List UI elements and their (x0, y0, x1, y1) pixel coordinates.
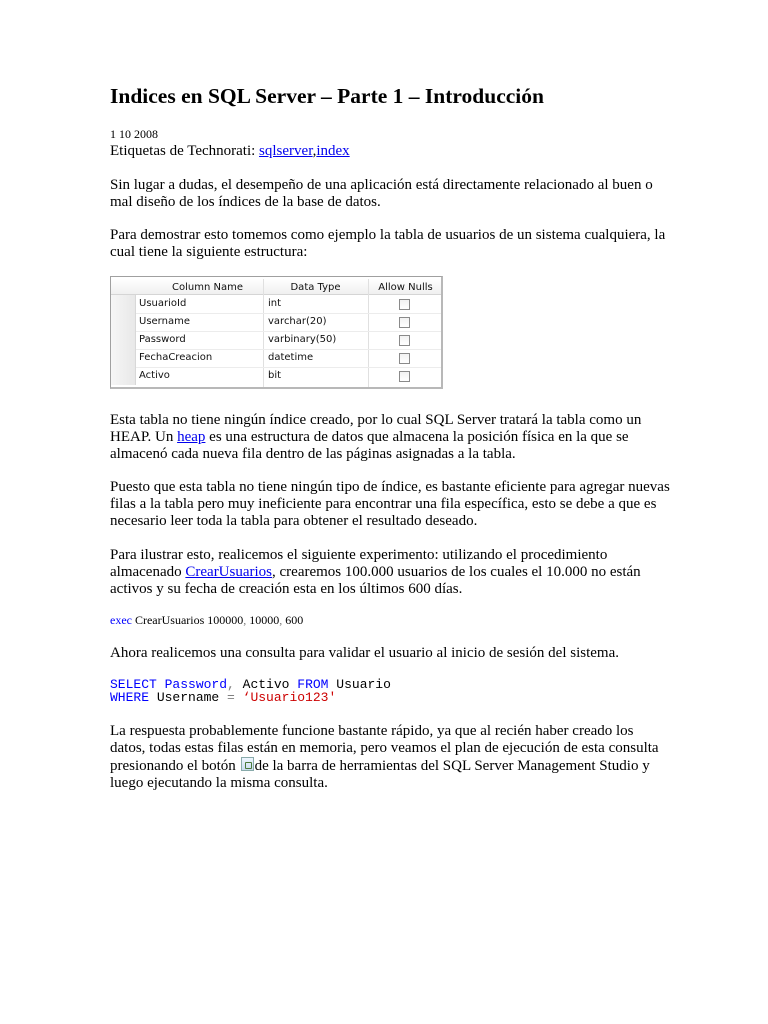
code-activo-column: Activo (234, 677, 298, 692)
tag-link-sqlserver[interactable]: sqlserver (259, 143, 313, 159)
row-selector (111, 331, 136, 349)
exec-arg2: 10000 (246, 613, 280, 627)
experiment-text-a: Para ilustrar esto, realicemos el siguiente experimento: utilizando el procedimiento almacenado (110, 547, 608, 580)
allow-nulls-checkbox[interactable] (399, 299, 410, 310)
exec-comma: , (279, 613, 283, 627)
grid-header (111, 279, 441, 295)
table-row (111, 367, 441, 385)
technorati-tags (110, 143, 670, 160)
response-text-b: de la barra de herramientas del SQL Server Management Studio y luego ejecutando la misma consulta. (110, 758, 650, 791)
row-selector (111, 349, 136, 367)
header-allow-nulls: Allow Nulls (378, 282, 433, 293)
exec-proc: CrearUsuarios 100000 (131, 613, 244, 627)
column-name-cell: UsuarioId (139, 298, 187, 309)
exec-statement (110, 613, 303, 628)
post-date: 1 10 2008 (110, 127, 158, 141)
paragraph-heap (110, 412, 670, 463)
exec-comma: , (243, 613, 247, 627)
paragraph-query: Ahora realicemos una consulta para validar el usuario al inicio de sesión del sistema. (110, 645, 619, 661)
data-type-cell: bit (268, 370, 282, 381)
crear-usuarios-link[interactable]: CrearUsuarios (185, 564, 273, 580)
experiment-text-b: , crearemos 100.000 usuarios de los cuales el 10.000 no están activos y su fecha de creación esta en los últimos 600 días. (110, 564, 641, 597)
execution-plan-icon (241, 757, 254, 771)
allow-nulls-checkbox[interactable] (399, 371, 410, 382)
row-selector (111, 295, 136, 313)
code-where-keyword: WHERE (110, 690, 150, 705)
table-row (111, 295, 441, 314)
data-type-cell: datetime (268, 352, 314, 363)
code-from-keyword: FROM (297, 677, 329, 692)
row-selector (111, 313, 136, 331)
heap-text-b: es una estructura de datos que almacena la posición física en la que se almacenó cada nueva fila dentro de las páginas asignadas a la tabla. (110, 429, 629, 462)
table-row (111, 349, 441, 368)
exec-keyword: exec (110, 613, 132, 627)
heap-text-a: Esta tabla no tiene ningún índice creado, por lo cual SQL Server tratará la tabla como un HEAP. Un (110, 412, 642, 445)
code-line-where (110, 690, 336, 705)
paragraph-intro: Sin lugar a dudas, el desempeño de una aplicación está directamente relacionado al buen o mal diseño de los índices de la base de datos. (110, 177, 653, 210)
code-username-column: Username (149, 690, 228, 705)
table-row (111, 313, 441, 332)
code-equals: = (227, 690, 235, 705)
header-data-type: Data Type (290, 282, 341, 293)
tags-separator: , (312, 143, 317, 159)
column-name-cell: Activo (139, 370, 170, 381)
column-name-cell: Password (139, 334, 186, 345)
table-row (111, 331, 441, 350)
heap-link[interactable]: heap (177, 429, 206, 445)
code-string-value: ‘Usuario123' (234, 690, 337, 705)
response-text-a: La respuesta probablemente funcione bastante rápido, ya que al recién haber creado los datos, todas estas filas están en memoria, pero veamos el plan de ejecución de esta consulta presionando el botón (110, 723, 659, 774)
paragraph-experiment (110, 547, 670, 598)
header-column-name: Column Name (172, 282, 243, 293)
column-name-cell: Username (139, 316, 190, 327)
row-selector (111, 367, 136, 385)
code-select-keyword: SELECT (110, 677, 157, 692)
paragraph-response (110, 723, 670, 792)
tags-label: Etiquetas de Technorati: (110, 143, 260, 159)
tag-link-index[interactable]: index (316, 143, 350, 159)
table-design-grid (110, 276, 443, 389)
code-comma: , (227, 677, 235, 692)
page-title: Indices en SQL Server – Parte 1 – Introducción (110, 84, 544, 108)
code-password-column: Password (156, 677, 228, 692)
allow-nulls-checkbox[interactable] (399, 335, 410, 346)
allow-nulls-checkbox[interactable] (399, 317, 410, 328)
paragraph-efficiency: Puesto que esta tabla no tiene ningún tipo de índice, es bastante eficiente para agregar nuevas filas a la tabla pero muy ineficiente para encontrar una fila específica, esto se debe a que es necesario leer toda la tabla para obtener el resultado deseado. (110, 479, 670, 529)
allow-nulls-checkbox[interactable] (399, 353, 410, 364)
data-type-cell: int (268, 298, 282, 309)
data-type-cell: varbinary(50) (268, 334, 337, 345)
exec-arg3: 600 (282, 613, 304, 627)
code-table-name: Usuario (328, 677, 391, 692)
paragraph-example: Para demostrar esto tomemos como ejemplo la tabla de usuarios de un sistema cualquiera, la cual tiene la siguiente estructura: (110, 227, 666, 260)
column-name-cell: FechaCreacion (139, 352, 213, 363)
data-type-cell: varchar(20) (268, 316, 327, 327)
